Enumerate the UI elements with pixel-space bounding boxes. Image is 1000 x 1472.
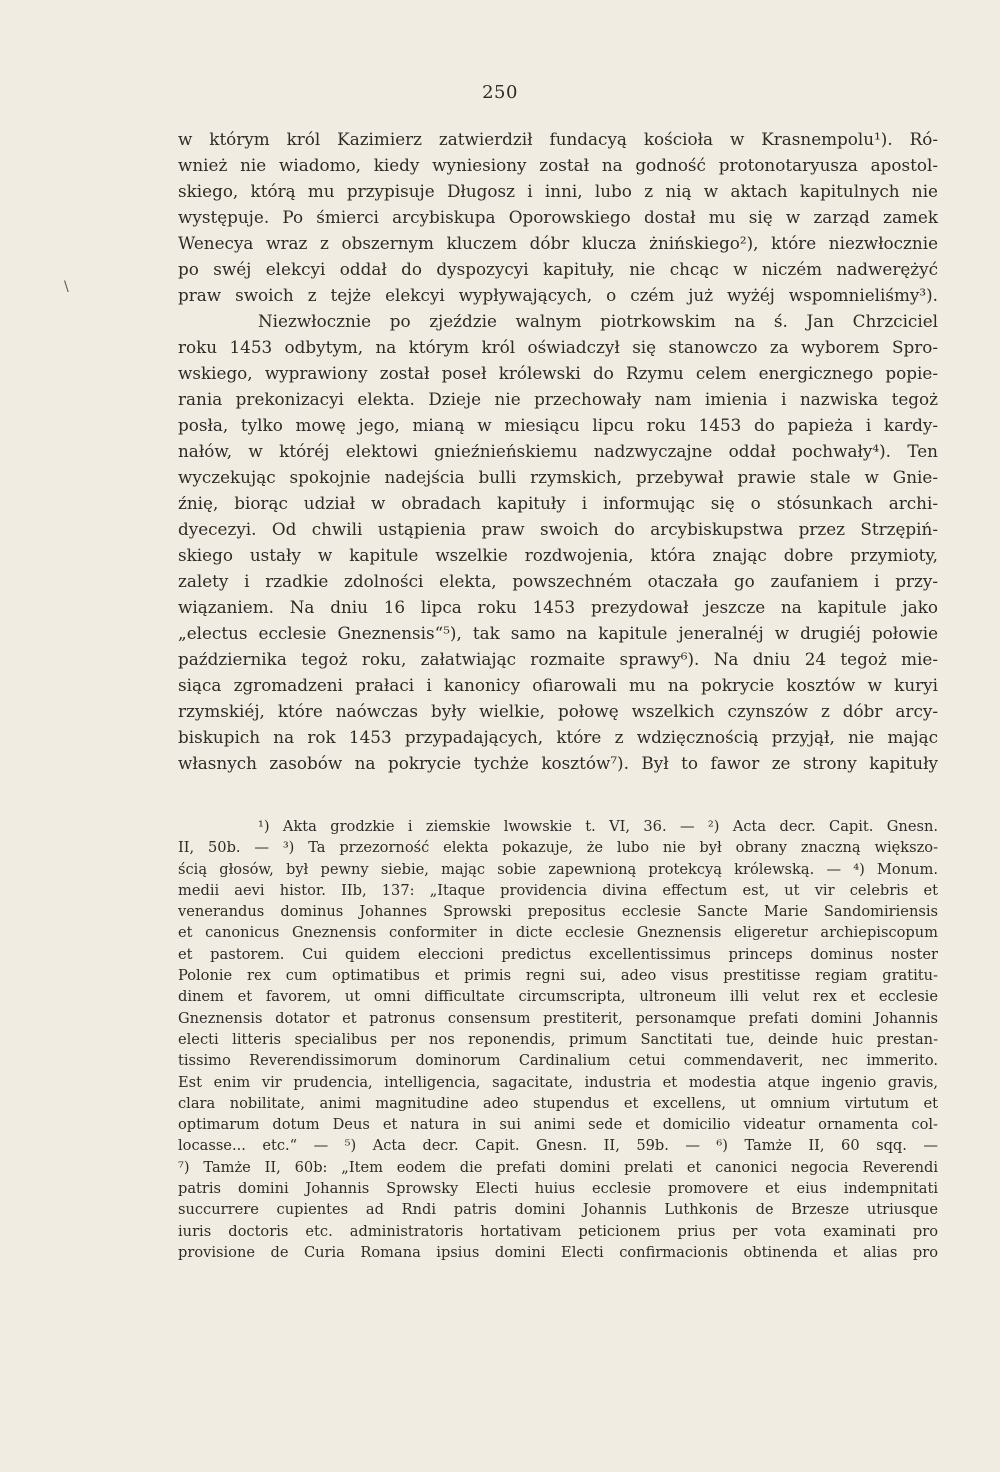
footnote-line: et canonicus Gneznensis conformiter in dicte ecclesie Gneznensis eligeretur archiepiscopum — [178, 924, 938, 942]
footnote-line: Gneznensis dotator et patronus consensum prestiterit, personamque prefati domini Johannis — [178, 1009, 938, 1027]
text-line: zalety i rzadkie zdolności elekta, powszechném otaczała go zaufaniem i przy- — [178, 571, 938, 591]
page-number: 250 — [482, 82, 518, 103]
stray-mark: \ — [64, 279, 69, 295]
footnote-line: optimarum dotum Deus et natura in sui animi sede et domicilio videatur ornamenta col- — [178, 1116, 938, 1134]
text-line: skiego ustały w kapitule wszelkie rozdwojenia, która znając dobre przymioty, — [178, 545, 938, 565]
footnote-line: electi litteris specialibus per nos reponendis, primum Sanctitati tue, deinde huic prestan- — [178, 1030, 938, 1048]
footnote-line: succurrere cupientes ad Rndi patris domini Johannis Luthkonis de Brzesze utriusque — [178, 1201, 938, 1219]
text-line: występuje. Po śmierci arcybiskupa Oporowskiego dostał mu się w zarząd zamek — [178, 207, 938, 227]
footnote-line: Est enim vir prudencia, intelligencia, sagacitate, industria et modestia atque ingenio gravis, — [178, 1073, 938, 1091]
text-line: biskupich na rok 1453 przypadających, które z wdzięcznością przyjął, nie mając — [178, 727, 938, 747]
text-line: wskiego, wyprawiony został poseł królewski do Rzymu celem energicznego popie- — [178, 363, 938, 383]
footnote-line: clara nobilitate, animi magnitudine adeo stupendus et excellens, ut omnium virtutum et — [178, 1094, 938, 1112]
footnote-line: Polonie rex cum optimatibus et primis regni sui, adeo visus prestitisse regiam gratitu- — [178, 967, 938, 985]
footnote-line: ⁷) Tamże II, 60b: „Item eodem die prefati domini prelati et canonici negocia Reverendi — [178, 1158, 938, 1176]
text-line: po swéj elekcyi oddał do dyspozycyi kapituły, nie chcąc w niczém nadwerężyć — [178, 259, 938, 279]
footnote-line: II, 50b. — ³) Ta przezorność elekta pokazuje, że lubo nie był obrany znaczną większo- — [178, 839, 938, 857]
text-line: w którym król Kazimierz zatwierdził fundacyą kościoła w Krasnempolu¹). Ró- — [178, 129, 938, 149]
text-line: nałów, w któréj elektowi gnieźnieńskiemu nadzwyczajne oddał pochwały⁴). Ten — [178, 441, 938, 461]
text-line: posła, tylko mowę jego, mianą w miesiącu lipcu roku 1453 do papieża i kardy- — [178, 415, 938, 435]
text-line: rania prekonizacyi elekta. Dzieje nie przechowały nam imienia i nazwiska tegoż — [178, 389, 938, 409]
text-line: wiązaniem. Na dniu 16 lipca roku 1453 prezydował jeszcze na kapitule jako — [178, 597, 938, 617]
text-line: praw swoich z tejże elekcyi wypływających, o czém już wyżéj wspomnieliśmy³). — [178, 285, 938, 305]
text-line: siąca zgromadzeni prałaci i kanonicy ofiarowali mu na pokrycie kosztów w kuryi — [178, 675, 938, 695]
text-line: października tegoż roku, załatwiając rozmaite sprawy⁶). Na dniu 24 tegoż mie- — [178, 649, 938, 669]
footnotes — [178, 816, 938, 1263]
footnote-line: ¹) Akta grodzkie i ziemskie lwowskie t. VI, 36. — ²) Acta decr. Capit. Gnesn. — [258, 818, 938, 835]
footnote-line: iuris doctoris etc. administratoris hortativam peticionem prius per vota examinati pro — [178, 1222, 938, 1240]
text-line: Wenecya wraz z obszernym kluczem dóbr klucza żnińskiego²), które niezwłocznie — [178, 233, 938, 253]
footnote-line: provisione de Curia Romana ipsius domini Electi confirmacionis obtinenda et alias pro — [178, 1243, 938, 1261]
text-line: skiego, którą mu przypisuje Długosz i inni, lubo z nią w aktach kapitulnych nie — [178, 181, 938, 201]
text-line: Niezwłocznie po zjeździe walnym piotrkowskim na ś. Jan Chrzciciel — [258, 311, 938, 331]
text-line: własnych zasobów na pokrycie tychże kosztów⁷). Był to fawor ze strony kapituły — [178, 753, 938, 773]
text-line: roku 1453 odbytym, na którym król oświadczył się stanowczo za wyborem Spro- — [178, 337, 938, 357]
footnote-line: venerandus dominus Johannes Sprowski prepositus ecclesie Sancte Marie Sandomiriensis — [178, 903, 938, 921]
footnote-line: locasse... etc.“ — ⁵) Acta decr. Capit. Gnesn. II, 59b. — ⁶) Tamże II, 60 sqq. — — [178, 1137, 938, 1155]
text-line: wnież nie wiadomo, kiedy wyniesiony został na godność protonotaryusza apostol- — [178, 155, 938, 175]
footnote-line: et pastorem. Cui quidem eleccioni predictus excellentissimus princeps dominus noster — [178, 945, 938, 963]
footnote-line: tissimo Reverendissimorum dominorum Cardinalium cetui commendaverit, nec immerito. — [178, 1052, 938, 1070]
text-line: wyczekując spokojnie nadejścia bulli rzymskich, przebywał prawie stale w Gnie- — [178, 467, 938, 487]
footnote-line: patris domini Johannis Sprowsky Electi huius ecclesie promovere et eius indempnitati — [178, 1180, 938, 1198]
footnote-line: medii aevi histor. IIb, 137: „Itaque providencia divina effectum est, ut vir celebris et — [178, 881, 938, 899]
text-line: „electus ecclesie Gneznensis“⁵), tak samo na kapitule jeneralnéj w drugiéj połowie — [178, 623, 938, 643]
text-line: dyecezyi. Od chwili ustąpienia praw swoich do arcybiskupstwa przez Strzępiń- — [178, 519, 938, 539]
main-text — [178, 126, 938, 776]
text-line: rzymskiéj, które naówczas były wielkie, połowę wszelkich czynszów z dóbr arcy- — [178, 701, 938, 721]
text-line: źnię, biorąc udział w obradach kapituły i informując się o stósunkach archi- — [178, 493, 938, 513]
footnote-line: ścią głosów, był pewny siebie, mając sobie zapewnioną protekcyą królewską. — ⁴) Monum. — [178, 860, 938, 878]
footnote-line: dinem et favorem, ut omni difficultate circumscripta, ultroneum illi velut rex et ecclesie — [178, 988, 938, 1006]
